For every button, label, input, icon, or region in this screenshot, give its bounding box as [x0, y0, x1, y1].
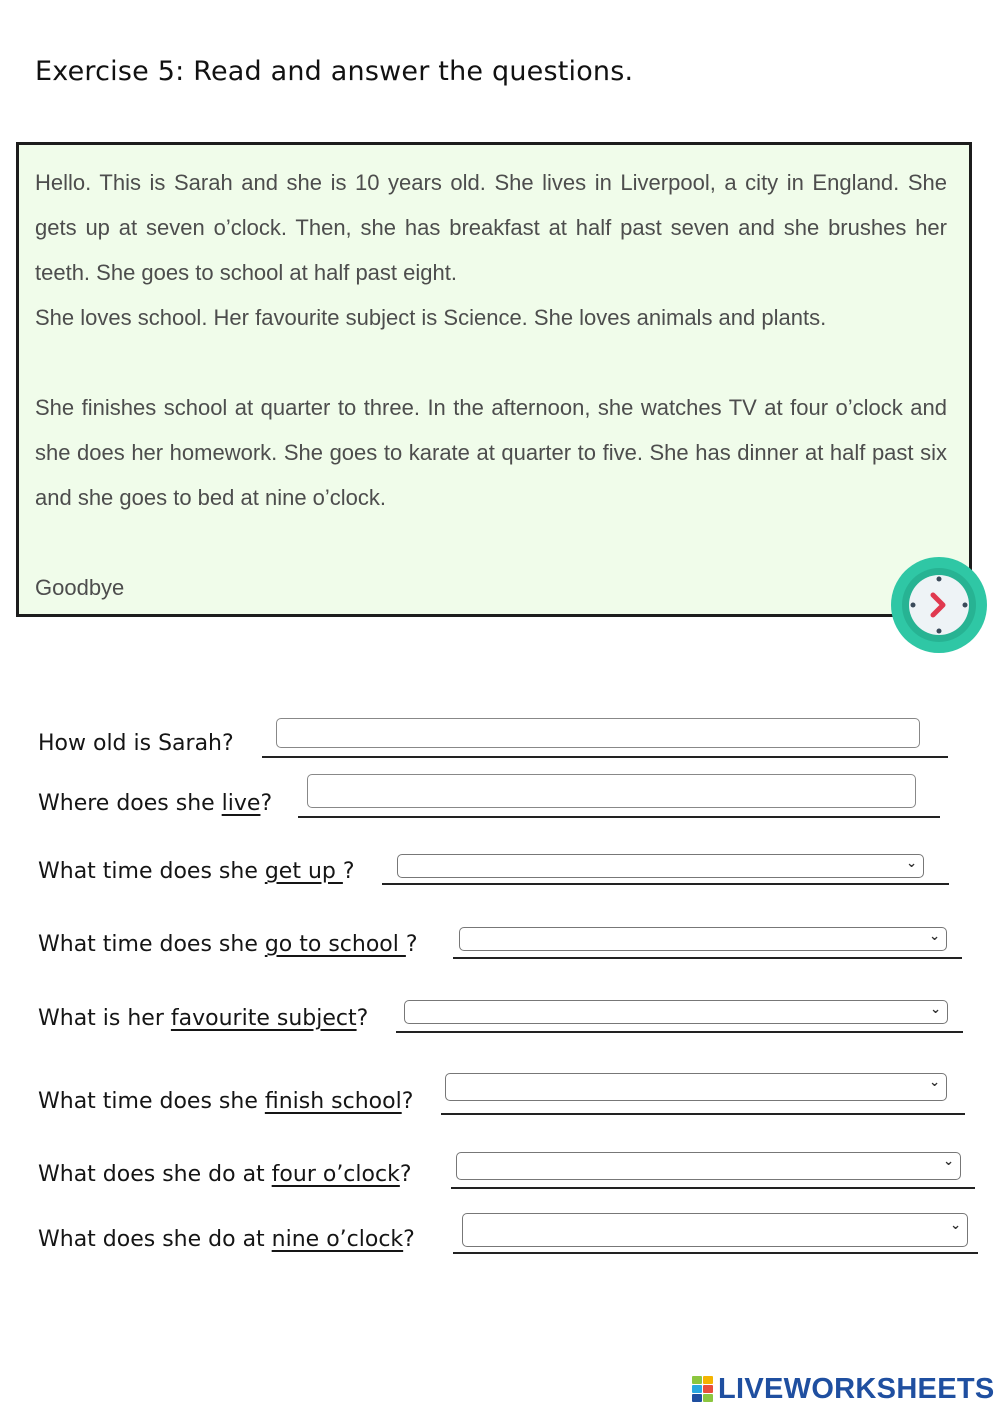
answer-line-1 [262, 756, 948, 758]
answer-line-2 [298, 816, 940, 818]
question-1-label: How old is Sarah? [38, 731, 234, 756]
reading-paragraph-3: She finishes school at quarter to three. In the afternoon, she watches TV at four o’clock and she does her homework. She goes to karate at quarter to five. She has dinner at half past six and she goes to bed at nine o’clock. [35, 395, 947, 510]
question-6-label: What time does she finish school? [38, 1089, 414, 1114]
question-3-label: What time does she get up ? [38, 859, 355, 884]
answer-input-1[interactable] [276, 718, 920, 748]
answer-line-6 [441, 1113, 965, 1115]
answer-line-4 [453, 957, 962, 959]
answer-line-3 [382, 883, 949, 885]
chevron-down-icon: ⌄ [929, 1075, 940, 1090]
question-4-label: What time does she go to school ? [38, 932, 418, 957]
brand-name: LIVEWORKSHEETS [718, 1372, 995, 1405]
answer-input-2[interactable] [307, 774, 916, 808]
reading-paragraph-2: She loves school. Her favourite subject is Science. She loves animals and plants. [35, 305, 827, 330]
liveworksheets-brand[interactable] [692, 1372, 995, 1406]
exercise-title: Exercise 5: Read and answer the questions. [35, 56, 634, 87]
reading-goodbye: Goodbye [35, 575, 125, 600]
chevron-down-icon: ⌄ [943, 1154, 954, 1169]
answer-line-8 [453, 1252, 978, 1254]
answer-select-4[interactable] [459, 927, 947, 951]
answer-select-5[interactable] [404, 1000, 948, 1024]
reading-passage-box [16, 142, 972, 617]
chevron-down-icon: ⌄ [950, 1218, 961, 1233]
reading-paragraph-1: Hello. This is Sarah and she is 10 years old. She lives in Liverpool, a city in England. She gets up at seven o’clock. Then, she has breakfast at half past seven and she brushes her teeth. She goes to school at half past eight. [35, 170, 947, 285]
answer-select-6[interactable] [445, 1073, 947, 1101]
chevron-down-icon: ⌄ [906, 856, 917, 871]
answer-select-7[interactable] [456, 1152, 961, 1180]
question-5-label: What is her favourite subject? [38, 1006, 369, 1031]
answer-select-8[interactable] [462, 1213, 968, 1247]
answer-line-5 [396, 1031, 963, 1033]
liveworksheets-logo-icon [692, 1376, 714, 1402]
question-7-label: What does she do at four o’clock? [38, 1162, 412, 1187]
chevron-down-icon: ⌄ [929, 929, 940, 944]
answer-select-3[interactable] [397, 854, 924, 878]
question-8-label: What does she do at nine o’clock? [38, 1227, 415, 1252]
chevron-down-icon: ⌄ [930, 1002, 941, 1017]
question-2-label: Where does she live? [38, 791, 273, 816]
clock-icon[interactable] [890, 556, 988, 654]
answer-line-7 [451, 1187, 975, 1189]
